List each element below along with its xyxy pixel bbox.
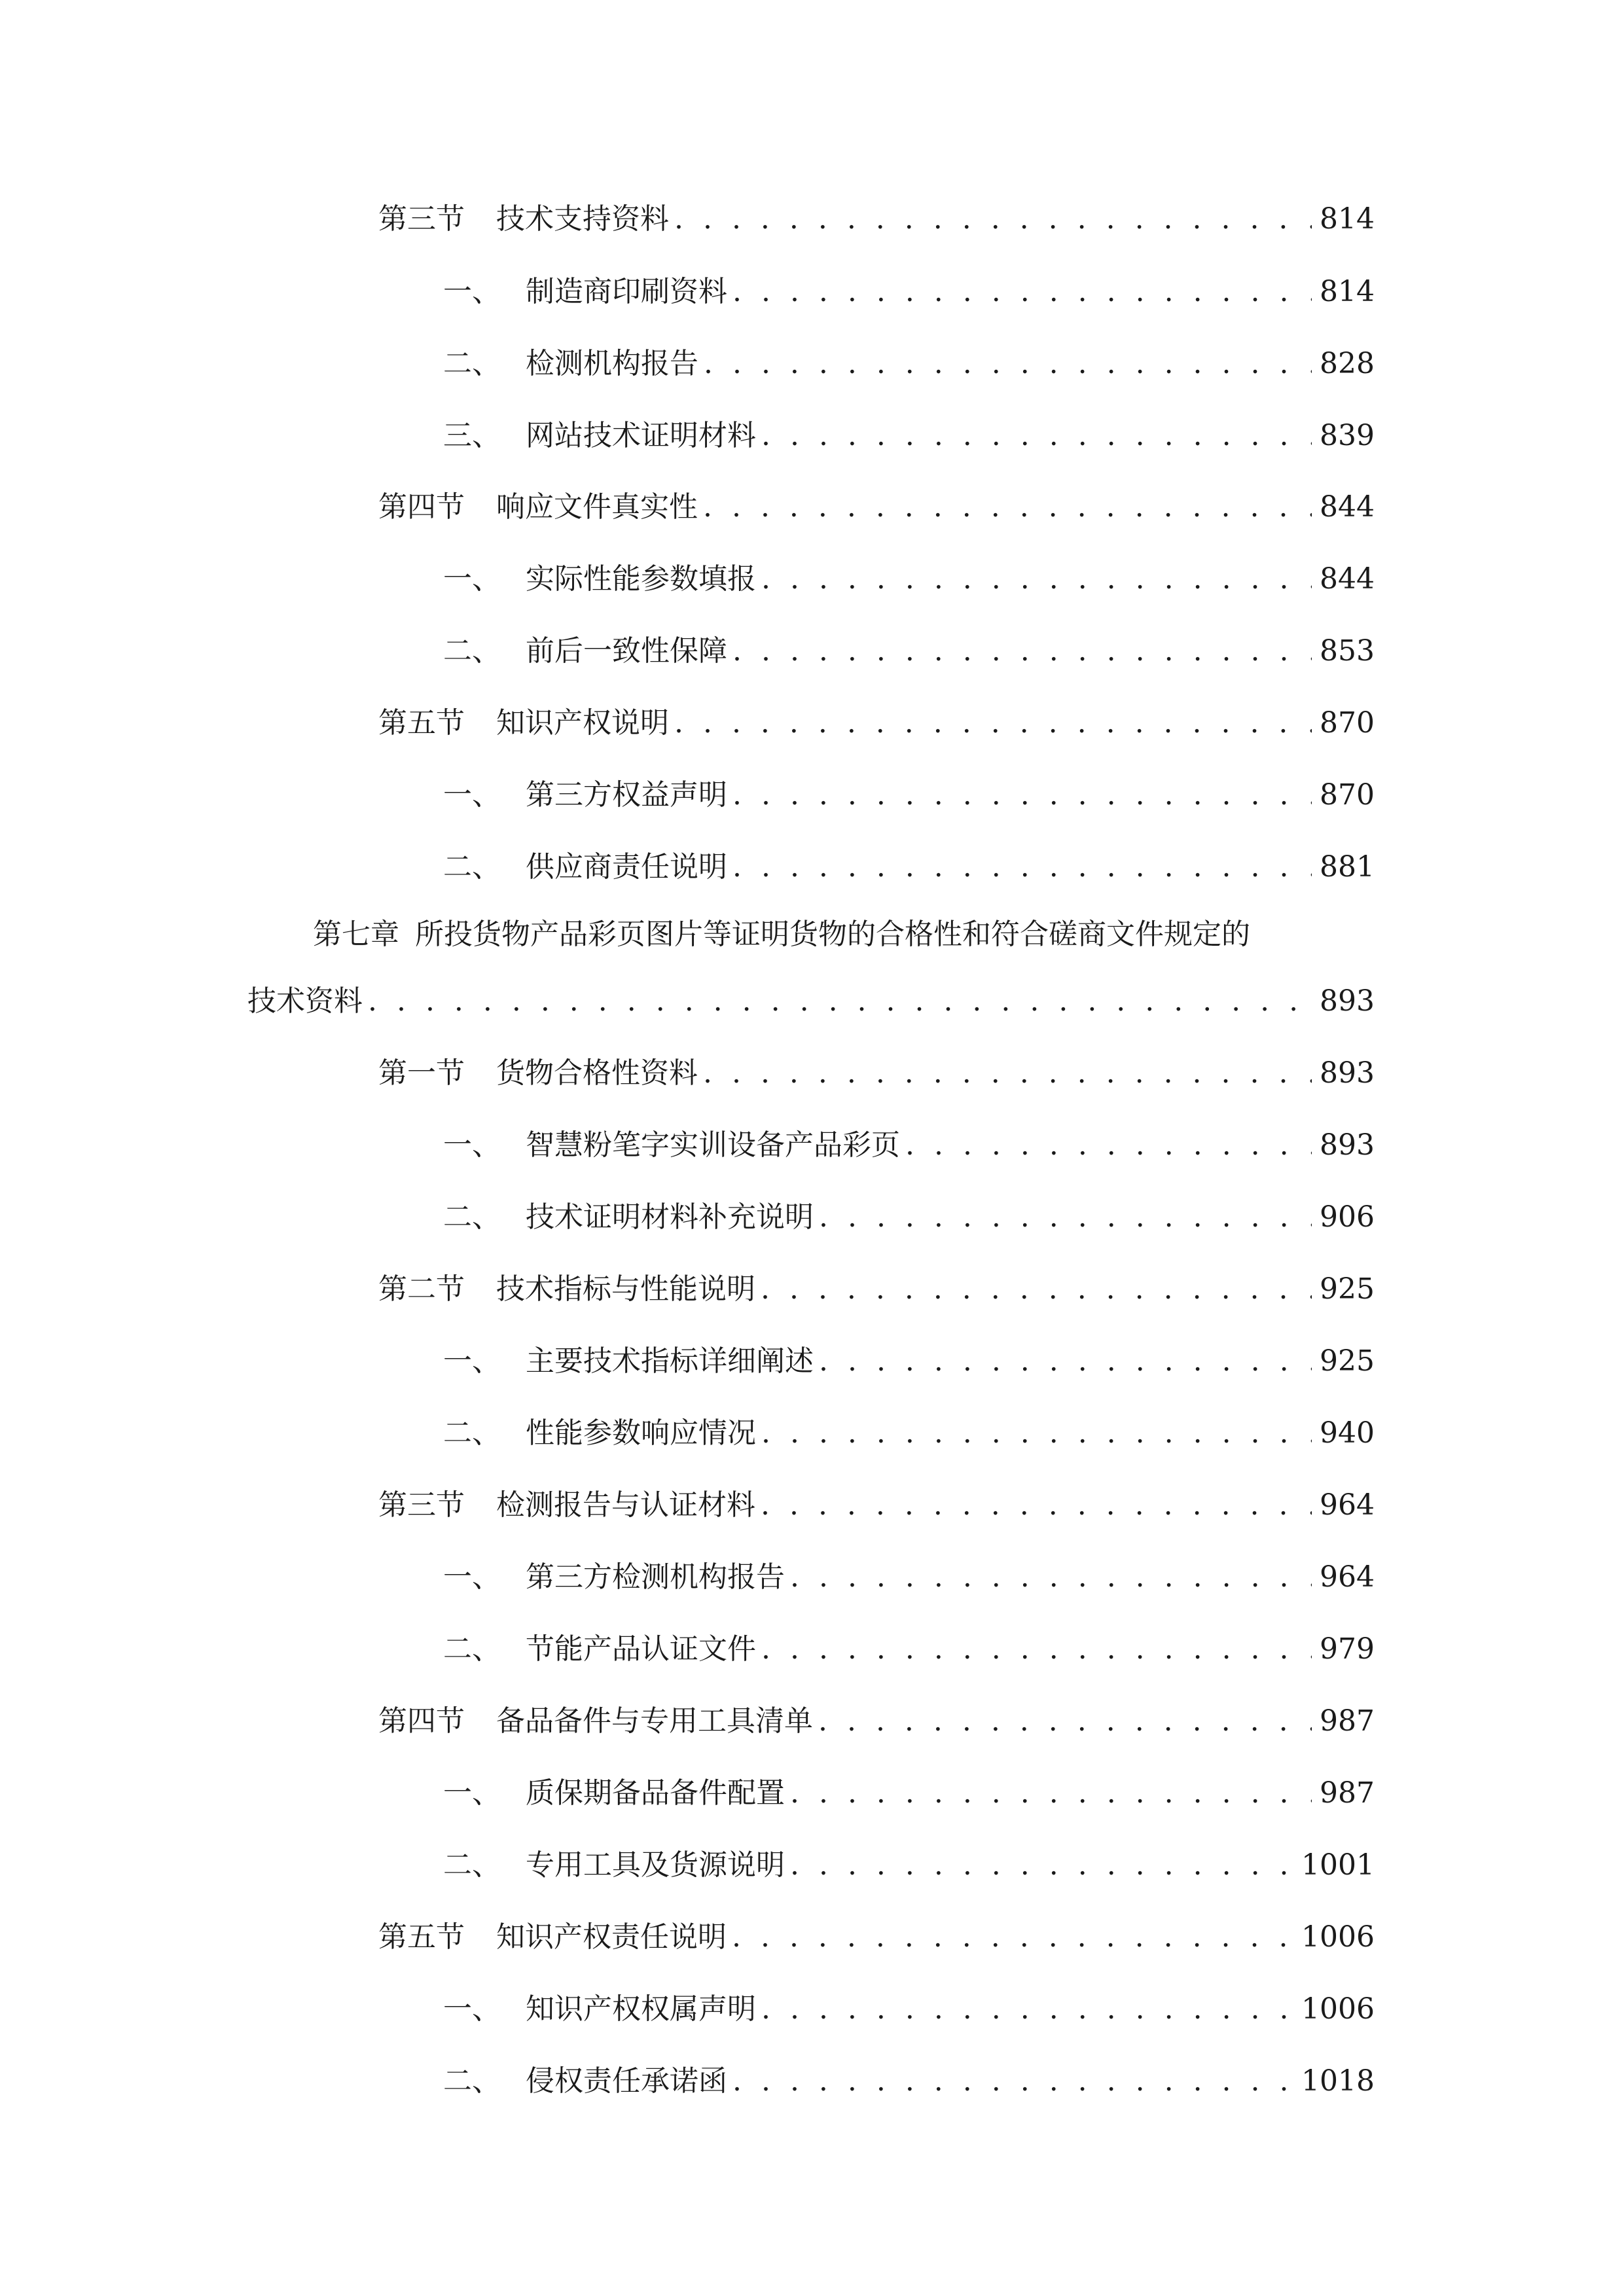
toc-dot-leader [732, 2063, 1293, 2100]
toc-entry-prefix: 二、 [443, 347, 501, 380]
toc-entry-page-number: 987 [1320, 1776, 1375, 1810]
toc-dot-leader [732, 777, 1312, 814]
toc-entry-prefix: 第三节 [378, 1488, 465, 1522]
toc-entry-page-number: 839 [1320, 419, 1375, 452]
toc-entry-title: 质保期备品备件配置 [526, 1776, 785, 1810]
toc-entry-prefix: 第四节 [378, 1704, 465, 1738]
toc-dot-leader [732, 274, 1312, 310]
toc-dot-leader [818, 1703, 1312, 1740]
toc-entry-item[interactable] [443, 1991, 1375, 2028]
toc-entry-page-number: 828 [1320, 347, 1375, 380]
toc-entry-item[interactable] [443, 1559, 1375, 1596]
toc-entry-title: 制造商印刷资料 [526, 275, 727, 308]
toc-entry-section[interactable] [378, 201, 1375, 238]
toc-entry-title: 知识产权说明 [496, 706, 669, 740]
toc-dot-leader [732, 633, 1312, 670]
toc-entry-prefix: 一、 [443, 1560, 501, 1594]
toc-dot-leader [732, 849, 1312, 886]
toc-chapter-title-continued: 技术资料 [247, 984, 363, 1018]
toc-entry-page-number: 906 [1320, 1200, 1375, 1234]
toc-entry-prefix: 一、 [443, 778, 501, 812]
toc-entry-page-number: 979 [1320, 1632, 1375, 1666]
toc-entry-title: 主要技术指标详细阐述 [526, 1344, 814, 1378]
toc-entry-title: 技术证明材料补充说明 [526, 1200, 814, 1234]
toc-entry-page-number: 987 [1320, 1704, 1375, 1738]
toc-entry-title: 备品备件与专用工具清单 [496, 1704, 813, 1738]
toc-dot-leader [704, 346, 1312, 382]
toc-dot-leader [761, 1991, 1293, 2028]
toc-entry-section[interactable] [378, 1055, 1375, 1092]
toc-entry-prefix: 二、 [443, 634, 501, 668]
toc-entry-prefix: 第四节 [378, 490, 465, 524]
toc-entry-prefix: 二、 [443, 2064, 501, 2098]
toc-chapter-heading-line1[interactable] [313, 916, 1375, 953]
toc-entry-prefix: 二、 [443, 850, 501, 884]
toc-entry-page-number: 893 [1320, 984, 1375, 1018]
toc-entry-prefix: 第一节 [378, 1056, 465, 1090]
toc-entry-page-number: 964 [1320, 1488, 1375, 1522]
toc-entry-page-number: 844 [1320, 562, 1375, 596]
toc-entry-prefix: 一、 [443, 1992, 501, 2026]
toc-entry-prefix: 二、 [443, 1200, 501, 1234]
toc-dot-leader [790, 1559, 1312, 1596]
toc-dot-leader [761, 561, 1312, 598]
toc-dot-leader [703, 1055, 1312, 1092]
toc-entry-prefix: 一、 [443, 1776, 501, 1810]
toc-entry-item[interactable] [443, 1631, 1375, 1668]
toc-entry-prefix: 二、 [443, 1416, 501, 1450]
toc-dot-leader [790, 1775, 1312, 1812]
toc-entry-prefix: 一、 [443, 275, 501, 308]
toc-dot-leader [674, 201, 1312, 238]
toc-entry-title: 第三方检测机构报告 [526, 1560, 785, 1594]
toc-entry-title: 智慧粉笔字实训设备产品彩页 [526, 1128, 900, 1162]
toc-entry-page-number: 893 [1320, 1056, 1375, 1090]
toc-dot-leader [819, 1343, 1312, 1380]
toc-dot-leader [761, 1271, 1312, 1308]
toc-entry-section[interactable] [378, 489, 1375, 526]
toc-chapter-heading-line2[interactable] [247, 983, 1375, 1020]
toc-dot-leader [761, 418, 1312, 454]
toc-entry-item[interactable] [443, 1847, 1375, 1884]
toc-entry-item[interactable] [443, 1199, 1375, 1236]
toc-entry-title: 检测报告与认证材料 [496, 1488, 755, 1522]
toc-entry-prefix: 第五节 [378, 706, 465, 740]
toc-entry-prefix: 第三节 [378, 202, 465, 236]
toc-entry-page-number: 870 [1320, 778, 1375, 812]
toc-entry-section[interactable] [378, 1271, 1375, 1308]
toc-chapter-title: 所投货物产品彩页图片等证明货物的合格性和符合磋商文件规定的 [415, 918, 1250, 951]
toc-entry-section[interactable] [378, 1919, 1375, 1956]
toc-entry-item[interactable] [443, 274, 1375, 310]
toc-dot-leader [761, 1415, 1312, 1452]
toc-entry-page-number: 1018 [1301, 2064, 1375, 2098]
toc-entry-title: 侵权责任承诺函 [526, 2064, 727, 2098]
toc-entry-item[interactable] [443, 1343, 1375, 1380]
toc-entry-prefix: 二、 [443, 1632, 501, 1666]
toc-entry-item[interactable] [443, 418, 1375, 454]
toc-entry-title: 检测机构报告 [526, 347, 698, 380]
toc-entry-title: 专用工具及货源说明 [526, 1848, 785, 1882]
toc-entry-page-number: 925 [1320, 1272, 1375, 1306]
toc-entry-title: 节能产品认证文件 [526, 1632, 756, 1666]
toc-dot-leader [790, 1847, 1293, 1884]
toc-entry-title: 响应文件真实性 [496, 490, 698, 524]
toc-entry-item[interactable] [443, 777, 1375, 814]
toc-entry-prefix: 一、 [443, 562, 501, 596]
toc-entry-item[interactable] [443, 1775, 1375, 1812]
toc-entry-section[interactable] [378, 705, 1375, 742]
toc-entry-item[interactable] [443, 561, 1375, 598]
toc-entry-title: 知识产权责任说明 [496, 1920, 727, 1954]
toc-entry-title: 技术指标与性能说明 [496, 1272, 755, 1306]
toc-entry-prefix: 第五节 [378, 1920, 465, 1954]
toc-dot-leader [732, 1919, 1293, 1956]
toc-entry-prefix: 一、 [443, 1344, 501, 1378]
toc-entry-section[interactable] [378, 1703, 1375, 1740]
toc-entry-title: 第三方权益声明 [526, 778, 727, 812]
toc-entry-item[interactable] [443, 346, 1375, 382]
toc-chapter-prefix: 第七章 [313, 918, 399, 951]
toc-entry-prefix: 第二节 [378, 1272, 465, 1306]
toc-entry-prefix: 三、 [443, 419, 501, 452]
toc-entry-item[interactable] [443, 633, 1375, 670]
toc-entry-title: 知识产权权属声明 [526, 1992, 756, 2026]
toc-entry-item[interactable] [443, 1415, 1375, 1452]
toc-entry-page-number: 881 [1320, 850, 1375, 884]
toc-entry-page-number: 925 [1320, 1344, 1375, 1378]
toc-entry-page-number: 940 [1320, 1416, 1375, 1450]
toc-dot-leader [819, 1199, 1312, 1236]
toc-dot-leader [674, 705, 1312, 742]
toc-entry-page-number: 870 [1320, 706, 1375, 740]
toc-entry-page-number: 1006 [1301, 1992, 1375, 2026]
toc-entry-title: 性能参数响应情况 [526, 1416, 756, 1450]
toc-entry-title: 网站技术证明材料 [526, 419, 756, 452]
toc-entry-page-number: 814 [1320, 275, 1375, 308]
toc-entry-item[interactable] [443, 1127, 1375, 1164]
toc-entry-prefix: 二、 [443, 1848, 501, 1882]
toc-entry-page-number: 1001 [1301, 1848, 1375, 1882]
toc-entry-page-number: 893 [1320, 1128, 1375, 1162]
toc-entry-page-number: 1006 [1301, 1920, 1375, 1954]
toc-entry-prefix: 一、 [443, 1128, 501, 1162]
toc-dot-leader [761, 1487, 1312, 1524]
toc-entry-title: 技术支持资料 [496, 202, 669, 236]
toc-entry-section[interactable] [378, 1487, 1375, 1524]
toc-entry-page-number: 853 [1320, 634, 1375, 668]
toc-entry-title: 前后一致性保障 [526, 634, 727, 668]
toc-dot-leader [761, 1631, 1312, 1668]
toc-entry-page-number: 814 [1320, 202, 1375, 236]
toc-entry-title: 实际性能参数填报 [526, 562, 756, 596]
toc-dot-leader [703, 489, 1312, 526]
toc-entry-title: 供应商责任说明 [526, 850, 727, 884]
toc-entry-item[interactable] [443, 2063, 1375, 2100]
toc-dot-leader [905, 1127, 1312, 1164]
toc-dot-leader [368, 983, 1312, 1020]
toc-entry-page-number: 844 [1320, 490, 1375, 524]
toc-entry-item[interactable] [443, 849, 1375, 886]
toc-entry-title: 货物合格性资料 [496, 1056, 698, 1090]
toc-entry-page-number: 964 [1320, 1560, 1375, 1594]
